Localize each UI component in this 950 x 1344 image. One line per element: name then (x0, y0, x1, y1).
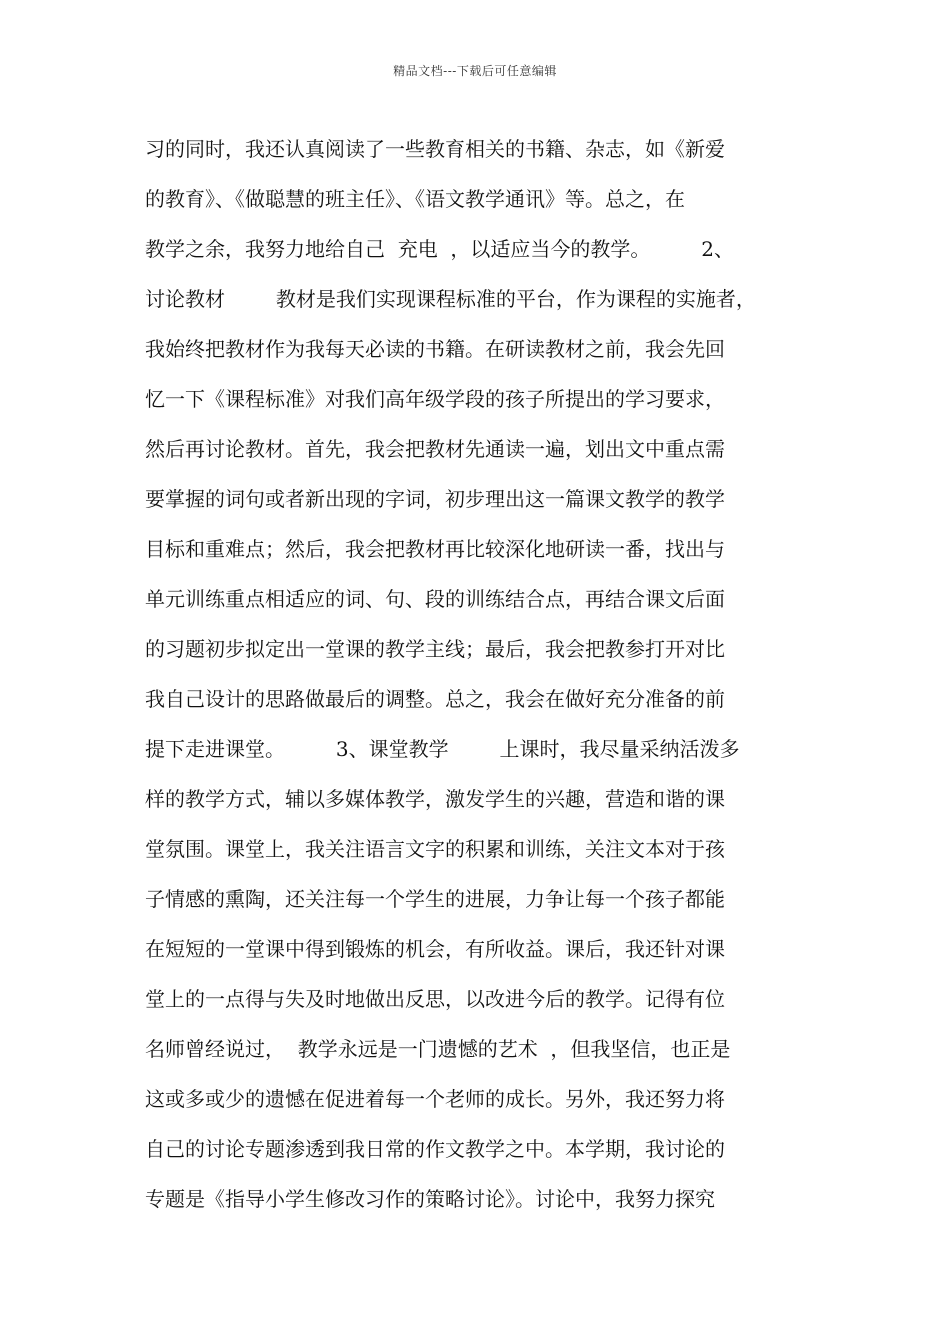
text-line: 专题是《指导小学生修改习作的策略讨论》。讨论中，我努力探究 (145, 1187, 715, 1211)
text-line: 自己的讨论专题渗透到我日常的作文教学之中。本学期，我讨论的 (145, 1137, 725, 1161)
text-line: 样的教学方式，辅以多媒体教学，激发学生的兴趣，营造和谐的课 (145, 787, 725, 811)
text-line: 名师曾经说过， 教学永远是一门遗憾的艺术 ，但我坚信，也正是 (145, 1037, 731, 1061)
text-line: 我始终把教材作为我每天必读的书籍。在研读教材之前，我会先回 (145, 337, 725, 361)
text-line: 提下走进课堂。 3、课堂教学 上课时，我尽量采纳活泼多 (145, 737, 740, 761)
text-line: 在短短的一堂课中得到锻炼的机会，有所收益。课后，我还针对课 (145, 937, 725, 961)
text-line: 我自己设计的思路做最后的调整。总之，我会在做好充分准备的前 (145, 687, 725, 711)
text-line: 子情感的熏陶，还关注每一个学生的进展，力争让每一个孩子都能 (145, 887, 725, 911)
text-line: 讨论教材 教材是我们实现课程标准的平台，作为课程的实施者， (145, 287, 756, 311)
text-line: 要掌握的词句或者新出现的字词，初步理出这一篇课文教学的教学 (145, 487, 725, 511)
text-line: 目标和重难点；然后，我会把教材再比较深化地研读一番，找出与 (145, 537, 725, 561)
text-line: 忆一下《课程标准》对我们高年级学段的孩子所提出的学习要求， (145, 387, 725, 411)
text-line: 的教育》、《做聪慧的班主任》、《语文教学通讯》等。总之，在 (145, 187, 685, 211)
text-line: 单元训练重点相适应的词、句、段的训练结合点，再结合课文后面 (145, 587, 725, 611)
text-line: 习的同时，我还认真阅读了一些教育相关的书籍、杂志，如《新爱 (145, 137, 725, 161)
document-body (145, 131, 825, 1231)
text-line: 然后再讨论教材。首先，我会把教材先通读一遍，划出文中重点需 (145, 437, 725, 461)
text-line: 堂氛围。课堂上，我关注语言文字的积累和训练，关注文本对于孩 (145, 837, 725, 861)
text-line: 堂上的一点得与失及时地做出反思，以改进今后的教学。记得有位 (145, 987, 725, 1011)
text-line: 的习题初步拟定出一堂课的教学主线；最后，我会把教参打开对比 (145, 637, 725, 661)
text-line: 这或多或少的遗憾在促进着每一个老师的成长。另外，我还努力将 (145, 1087, 725, 1111)
page-header: 精品文档---下载后可任意编辑 (393, 64, 557, 78)
text-line: 教学之余，我努力地给自己 充电 ，以适应当今的教学。 2、 (145, 237, 735, 261)
